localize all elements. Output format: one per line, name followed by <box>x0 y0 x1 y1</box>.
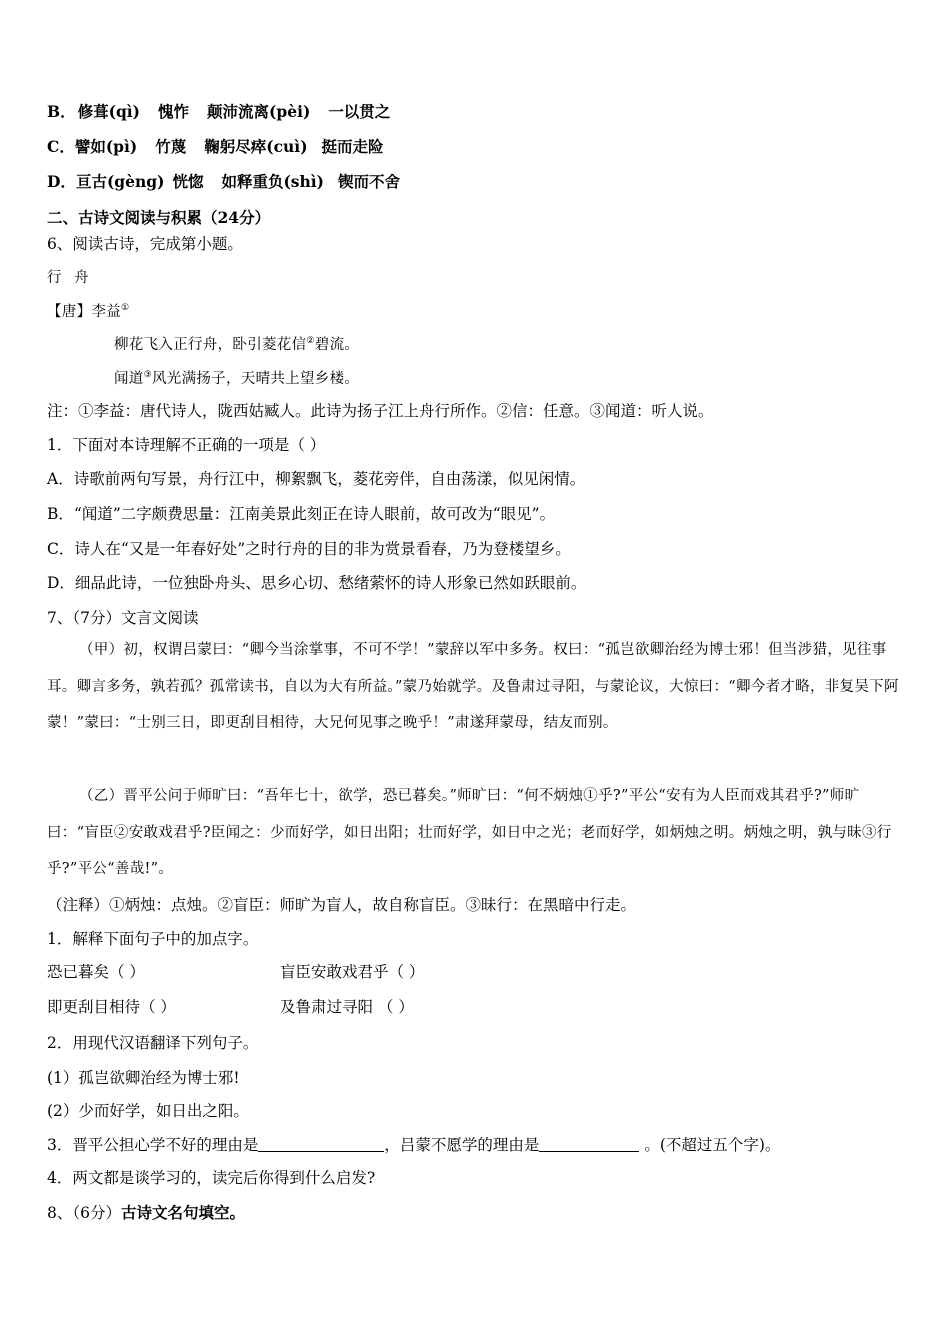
q6-stem: 6、阅读古诗，完成第小题。 <box>47 235 243 253</box>
poem-notes: 注：①李益：唐代诗人，陇西姑臧人。此诗为扬子江上舟行所作。②信：任意。③闻道：听人说。 <box>47 402 714 420</box>
q7-q2-item-1: (1）孤岂欲卿治经为博士邪! <box>47 1069 240 1087</box>
q7-q2: 2．用现代汉语翻译下列句子。 <box>47 1034 259 1052</box>
q7-q1-item-2: 盲臣安敢戏君乎（ ） <box>280 963 425 981</box>
q7-stem: 7、（7分）文言文阅读 <box>47 609 199 627</box>
q5-option-c: C．譬如(pì) 竹蔑 鞠躬尽瘁(cuì) 挺而走险 <box>47 137 384 156</box>
poem-line-1: 柳花飞入正行舟，卧引菱花信②碧流。 <box>114 336 360 353</box>
q6-question: 1．下面对本诗理解不正确的一项是（ ） <box>47 436 326 454</box>
q7-q3: 3．晋平公担心学不好的理由是 ，吕蒙不愿学的理由是 。(不超过五个字)。 <box>47 1136 781 1154</box>
q7-q1-item-1: 恐已暮矣（ ） <box>47 963 145 981</box>
q7-q1-item-4: 及鲁肃过寻阳 （ ） <box>280 998 414 1016</box>
q5-option-b: B． 修葺(qì) 愧怍 颠沛流离(pèi) 一以贯之 <box>47 102 391 121</box>
poem-title: 行 舟 <box>47 270 93 286</box>
q7-q4: 4．两文都是谈学习的，读完后你得到什么启发? <box>47 1169 376 1187</box>
poem-line-2: 闻道③风光满扬子，天晴共上望乡楼。 <box>114 370 360 387</box>
answer-blank-2[interactable] <box>539 1135 639 1152</box>
q7-q2-item-2: (2）少而好学，如日出之阳。 <box>47 1102 249 1120</box>
q7-notes: （注释）①炳烛：点烛。②盲臣：师旷为盲人，故自称盲臣。③昧行：在黑暗中行走。 <box>47 896 637 914</box>
section-title: 二、古诗文阅读与积累（24分） <box>47 208 271 227</box>
passage-a: （甲）初，权谓吕蒙曰：“卿今当涂掌事，不可不学！”蒙辞以军中多务。权曰：“孤岂欲卿治经为博士邪！但当涉猎，见往事耳。卿言多务，孰若孤？孤常读书，自以为大有所益。”蒙乃始就学。及鲁肃过寻阳，与蒙论议，大惊曰：“卿今者才略，非复吴下阿蒙！”蒙曰：“士别三日，即更刮目相待，大兄何见事之晚乎！”肃遂拜蒙母，结友而别。 <box>47 642 899 731</box>
q6-option-c: C．诗人在“又是一年春好处”之时行舟的目的非为赏景看春，乃为登楼望乡。 <box>47 540 571 558</box>
answer-blank-1[interactable] <box>258 1135 384 1152</box>
poem-author: 【唐】李益① <box>47 303 130 320</box>
q7-q1-item-3: 即更刮目相待（ ） <box>47 998 176 1016</box>
q6-option-b: B．“闻道”二字颇费思量：江南美景此刻正在诗人眼前，故可改为“眼见”。 <box>47 505 556 523</box>
q6-option-d: D．细品此诗，一位独卧舟头、思乡心切、愁绪萦怀的诗人形象已然如跃眼前。 <box>47 574 587 592</box>
q5-option-d: D．亘古(gèng) 恍惚 如释重负(shì) 锲而不舍 <box>47 172 401 191</box>
q6-option-a: A．诗歌前两句写景，舟行江中，柳絮飘飞，菱花旁伴，自由荡漾，似见闲情。 <box>47 470 586 488</box>
q7-q1: 1．解释下面句子中的加点字。 <box>47 930 259 948</box>
passage-b: （乙）晋平公问于师旷曰：“吾年七十，欲学，恐已暮矣。”师旷曰：“何不炳烛①乎?”平公“安有为人臣而戏其君乎?”师旷曰：“盲臣②安敢戏君乎?臣闻之：少而好学，如日出阳；壮而好学，如日中之光；老而好学，如炳烛之明。炳烛之明，孰与昧③行乎?”平公“善哉!”。 <box>47 788 892 877</box>
q8-stem: 8、（6分）古诗文名句填空。 <box>47 1203 245 1222</box>
